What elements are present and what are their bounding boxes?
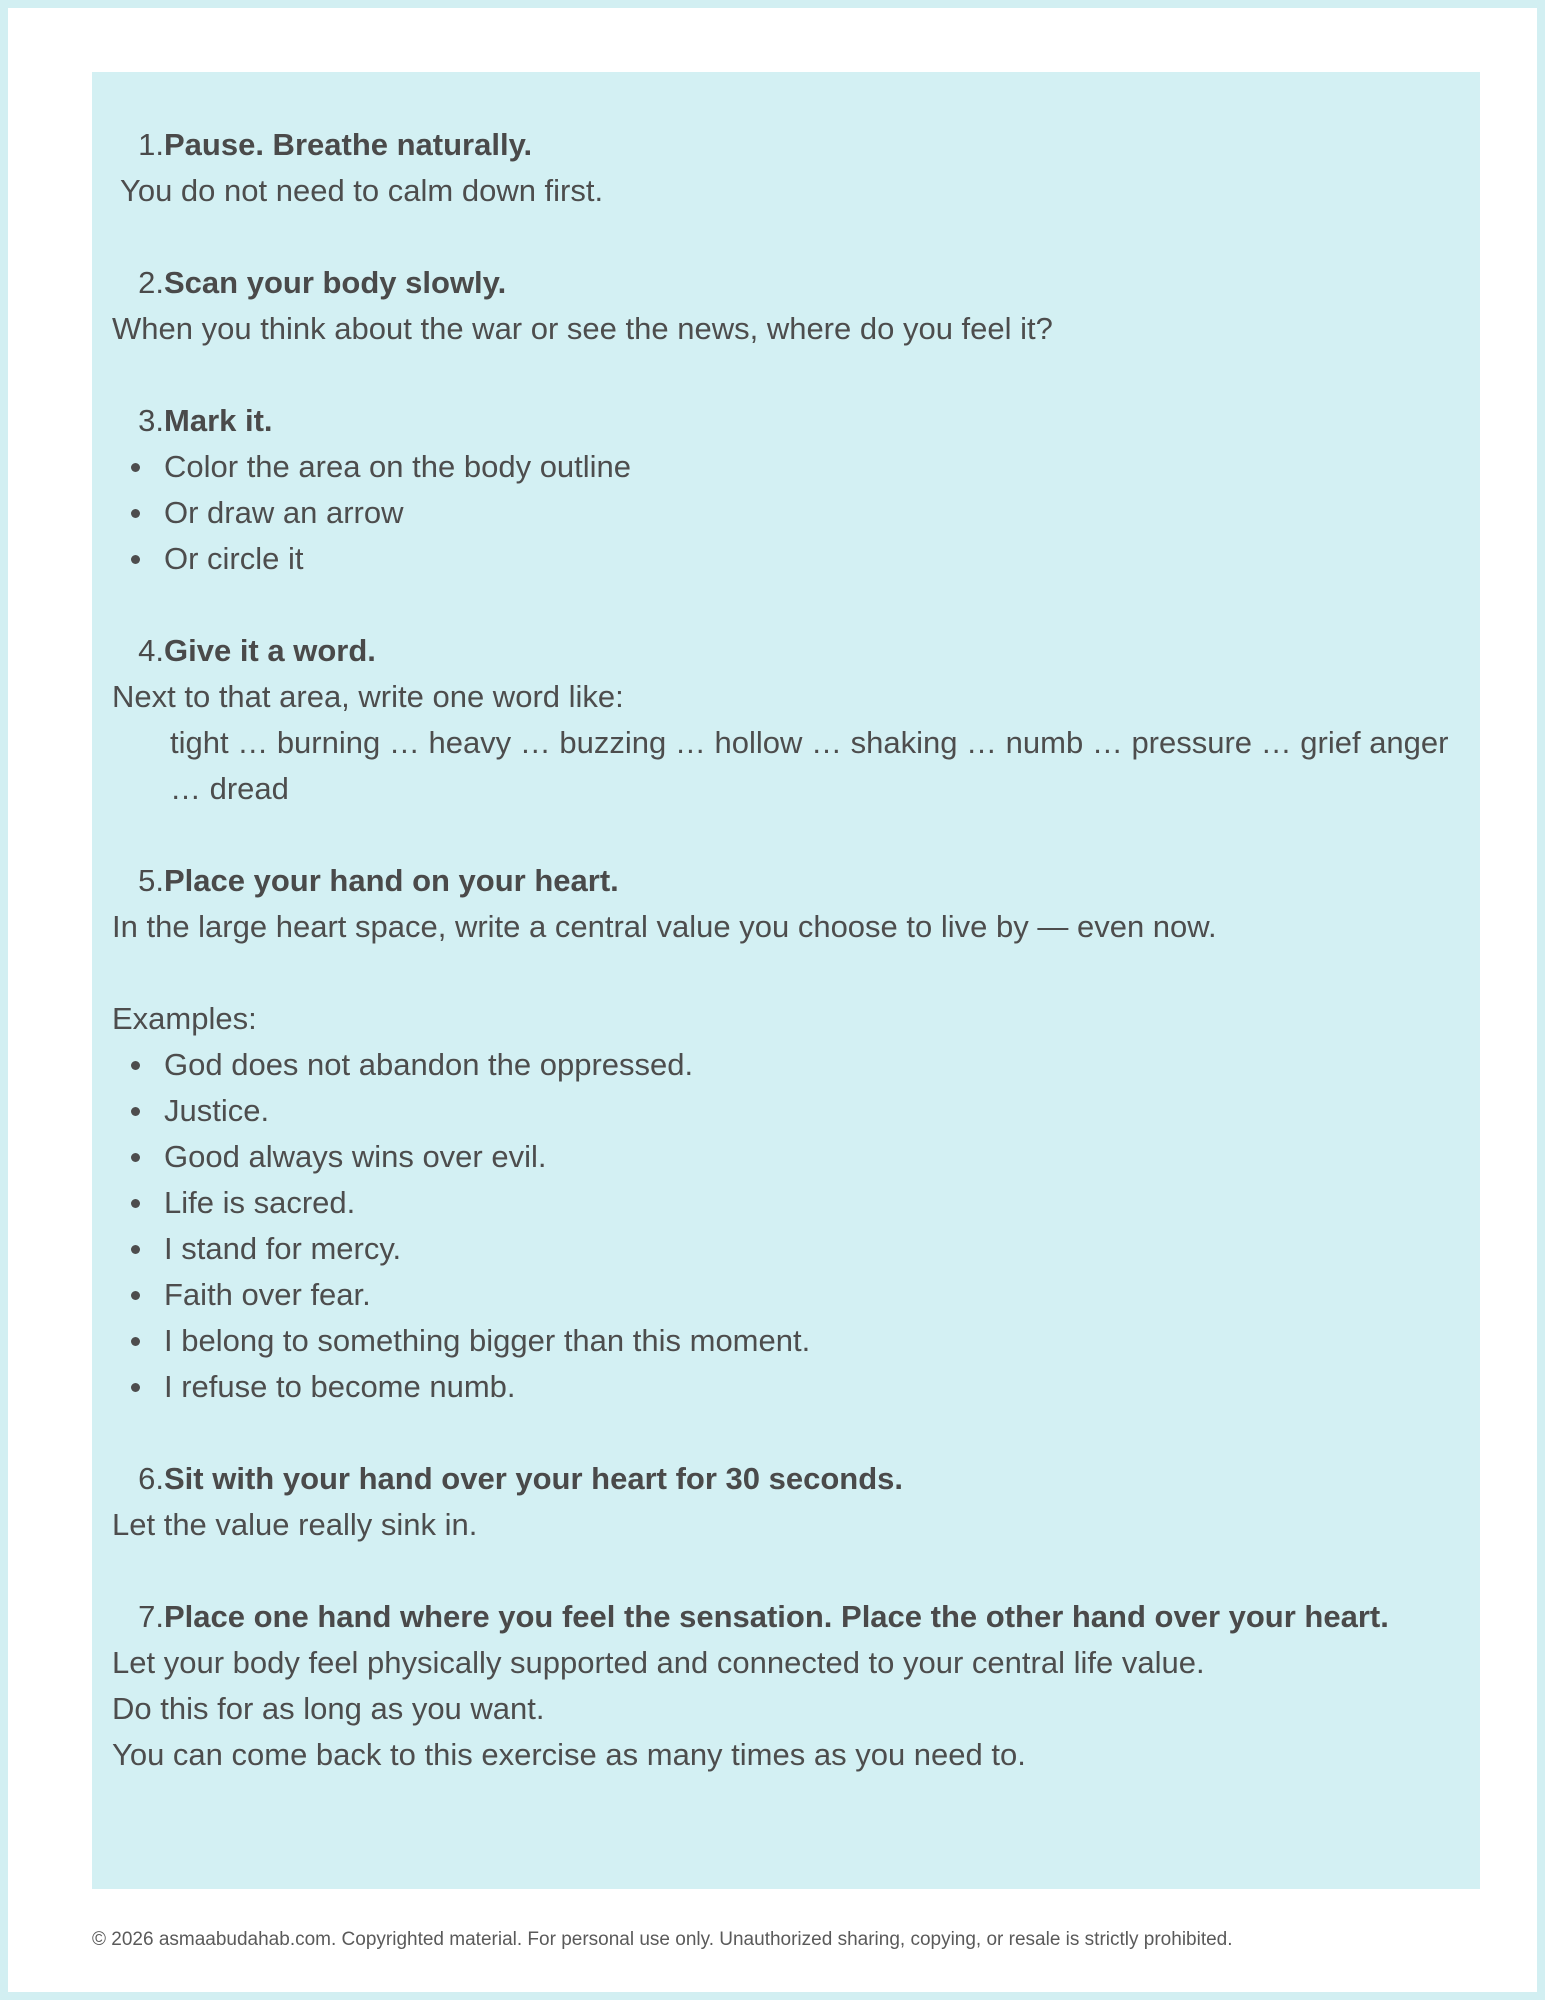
list-item: Good always wins over evil.	[112, 1134, 1472, 1180]
list-item: Life is sacred.	[112, 1180, 1472, 1226]
list-item: I refuse to become numb.	[112, 1364, 1472, 1410]
step-2-title: Scan your body slowly.	[164, 265, 507, 300]
step-7-title: Place one hand where you feel the sensation. Place the other hand over your heart.	[164, 1599, 1389, 1634]
step-2-heading	[112, 260, 1472, 306]
list-item: Color the area on the body outline	[112, 444, 1472, 490]
spacer	[112, 950, 1472, 996]
feeling-words: tight … burning … heavy … buzzing … hollow … shaking … numb … pressure … grief anger … dread	[170, 725, 1449, 806]
step-5-number: 5.	[138, 863, 164, 898]
step-3-number: 3.	[138, 403, 164, 438]
step-2	[112, 260, 1472, 352]
step-5	[112, 858, 1472, 1410]
step-6-title: Sit with your hand over your heart for 30 seconds.	[164, 1461, 903, 1496]
step-6-text: Let the value really sink in.	[112, 1507, 478, 1542]
step-3-title: Mark it.	[164, 403, 273, 438]
step-5-text: In the large heart space, write a central value you choose to live by — even now.	[112, 909, 1217, 944]
step-6	[112, 1456, 1472, 1548]
step-1-text: You do not need to calm down first.	[120, 173, 604, 208]
list-item: Justice.	[112, 1088, 1472, 1134]
step-3-bullet-list	[112, 444, 1472, 582]
step-5-heading	[112, 858, 1472, 904]
step-4-heading	[112, 628, 1472, 674]
step-1-number: 1.	[138, 127, 164, 162]
examples-list	[112, 1042, 1472, 1410]
step-6-heading	[112, 1456, 1472, 1502]
step-7-text-1: Let your body feel physically supported and connected to your central life value.	[112, 1645, 1205, 1680]
step-4-title: Give it a word.	[164, 633, 376, 668]
step-4-number: 4.	[138, 633, 164, 668]
list-item: I stand for mercy.	[112, 1226, 1472, 1272]
step-7	[112, 1594, 1472, 1778]
step-6-number: 6.	[138, 1461, 164, 1496]
list-item: Or draw an arrow	[112, 490, 1472, 536]
examples-label: Examples:	[112, 1001, 257, 1036]
list-item: Or circle it	[112, 536, 1472, 582]
step-4	[112, 628, 1472, 812]
list-item: Faith over fear.	[112, 1272, 1472, 1318]
list-item: God does not abandon the oppressed.	[112, 1042, 1472, 1088]
exercise-steps	[112, 122, 1472, 1778]
step-3-heading	[112, 398, 1472, 444]
step-1	[112, 122, 1472, 214]
step-3	[112, 398, 1472, 582]
step-1-heading	[112, 122, 1472, 168]
list-item: I belong to something bigger than this moment.	[112, 1318, 1472, 1364]
step-1-title: Pause. Breathe naturally.	[164, 127, 533, 162]
step-5-title: Place your hand on your heart.	[164, 863, 619, 898]
step-7-text-2: Do this for as long as you want.	[112, 1691, 545, 1726]
step-4-text: Next to that area, write one word like:	[112, 679, 624, 714]
step-7-number: 7.	[138, 1599, 164, 1634]
step-7-heading	[112, 1594, 1472, 1640]
step-2-number: 2.	[138, 265, 164, 300]
step-7-text-3: You can come back to this exercise as many times as you need to.	[112, 1737, 1026, 1772]
step-2-text: When you think about the war or see the news, where do you feel it?	[112, 311, 1053, 346]
copyright-footer: © 2026 asmaabudahab.com. Copyrighted material. For personal use only. Unauthorized sharing, copying, or resale is strictly prohibited.	[92, 1929, 1233, 1950]
